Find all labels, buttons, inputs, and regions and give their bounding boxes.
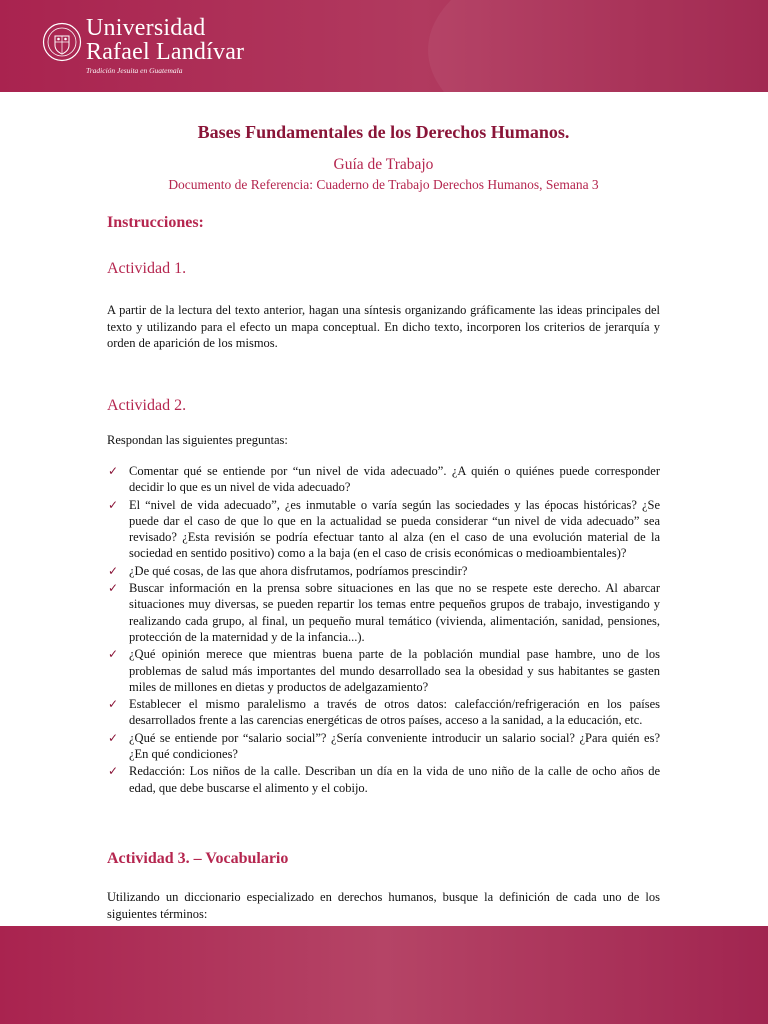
activity3-heading: Actividad 3. – Vocabulario [107,850,289,867]
university-name-line2: Rafael Landívar [86,39,245,65]
activity2-intro: Respondan las siguientes preguntas: [107,433,288,447]
list-item [107,463,660,496]
list-item [107,563,660,579]
list-item [107,580,660,645]
question-text: Buscar información en la prensa sobre situaciones en las que no se respete este derecho. Al abarcar situaciones muy diversas, se pueden repartir los temas entre pequeños grupos de trabajo, investigando y realizando cada grupo, al final, un pequeño mural temático (vivienda, alimentación, sanidad, pensiones, protección de la maternidad y de la infancia...). [129,581,660,644]
list-item [107,730,660,763]
checkmark-icon: ✓ [108,730,119,745]
checkmark-icon: ✓ [108,647,119,662]
checkmark-icon: ✓ [108,464,119,478]
question-text: Establecer el mismo paralelismo a través de otros datos: calefacción/refrigeración en los países desarrollados frente a las carencias energéticas de otros países, acceso a la sanidad, a la educación, etc. [129,697,660,728]
question-text: ¿Qué se entiende por “salario social”? ¿Sería conveniente introducir un salario social? ¿Para quién es? ¿En qué condiciones? [129,730,660,762]
document-subtitle: Guía de Trabajo [333,156,434,173]
checkmark-icon: ✓ [108,563,119,578]
list-item [107,696,660,729]
checkmark-icon: ✓ [108,497,119,512]
question-text: Comentar qué se entiende por “un nivel de vida adecuado”. ¿A quién o quiénes puede corresponder decidir lo que es un nivel de vida adecuado? [129,464,660,495]
question-text: El “nivel de vida adecuado”, ¿es inmutable o varía según las sociedades y las épocas históricas? ¿Se puede dar el caso de que lo que en la actualidad se pueda considerar “un nivel de vida adecuado” sea revisado? ¿Esta revisión se podría efectuar tanto al alza (en el caso de una evolución material de la sociedad en sentido positivo) como a la baja (en el caso de crisis económicas o medioambientales)? [129,497,660,561]
document-reference: Documento de Referencia: Cuaderno de Trabajo Derechos Humanos, Semana 3 [168,177,599,192]
university-tagline: Tradición Jesuita en Guatemala [86,66,183,75]
checkmark-icon: ✓ [108,697,119,712]
list-item [107,646,660,695]
checkmark-icon: ✓ [108,764,119,779]
header-banner [0,0,768,92]
activity3-text: Utilizando un diccionario especializado en derechos humanos, busque la definición de cada uno de los siguientes términos: [107,890,660,921]
activity1-heading: Actividad 1. [107,260,187,277]
question-text: Redacción: Los niños de la calle. Describan un día en la vida de uno niño de la calle de ocho años de edad, que debe buscarse el alimento y el cobijo. [129,764,660,795]
list-item [107,497,660,562]
activity2-heading: Actividad 2. [107,397,187,414]
activity2-question-list [107,463,660,797]
footer-banner [0,926,768,1024]
university-seal-icon [42,22,82,62]
activity1-text: A partir de la lectura del texto anterior, hagan una síntesis organizando gráficamente las ideas principales del texto y utilizando para el efecto un mapa conceptual. En dicho texto, incorporen los criterios de jerarquía y orden de aparición de los mismos. [107,303,660,350]
university-name [86,16,244,77]
list-item [107,763,660,796]
checkmark-icon: ✓ [108,581,119,596]
question-text: ¿Qué opinión merece que mientras buena parte de la población mundial pase hambre, uno de los problemas de salud más importantes del mundo desarrollado sea la obesidad y sus habitantes se gasten miles de millones en dietas y productos de adelgazamiento? [129,647,660,694]
document-title: Bases Fundamentales de los Derechos Humanos. [197,122,570,142]
university-name-line1: Universidad [86,15,206,41]
question-text: ¿De qué cosas, de las que ahora disfrutamos, podríamos prescindir? [129,563,468,578]
instructions-heading: Instrucciones: [107,214,204,231]
